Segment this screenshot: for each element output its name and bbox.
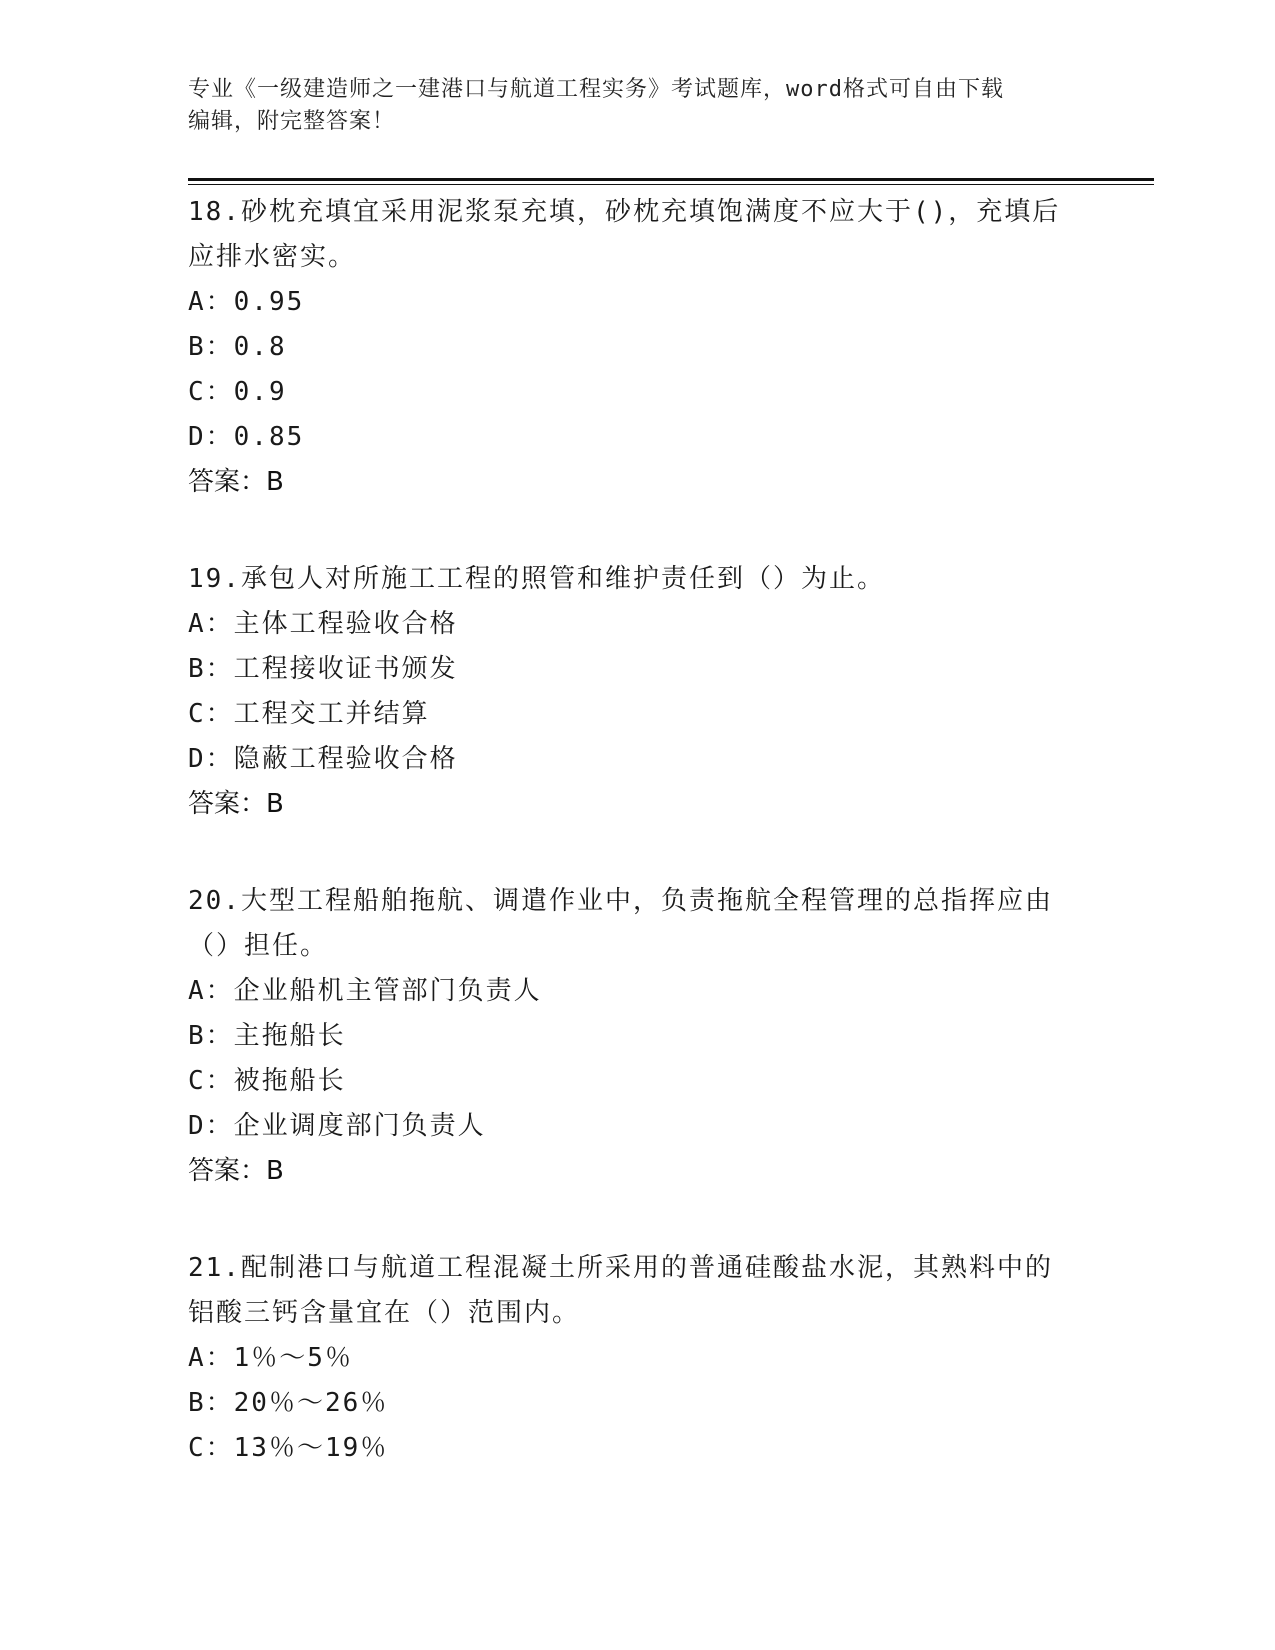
question-stem: 19.承包人对所施工工程的照管和维护责任到（）为止。 [188,564,885,594]
answer-line: 答案：B [188,467,284,497]
option-d: D：企业调度部门负责人 [188,1111,486,1141]
header-note [188,74,1068,138]
question-stem-continued: （）担任。 [188,931,329,961]
option-d: D：0.85 [188,422,305,452]
answer-line: 答案：B [188,1156,284,1186]
question-stem-continued: 铝酸三钙含量宜在（）范围内。 [188,1298,581,1328]
option-d: D：隐蔽工程验收合格 [188,744,458,774]
question-stem: 21.配制港口与航道工程混凝土所采用的普通硅酸盐水泥，其熟料中的 [188,1253,1053,1283]
question-stem: 18.砂枕充填宜采用泥浆泵充填，砂枕充填饱满度不应大于()，充填后 [188,197,1061,227]
option-a: A：0.95 [188,287,305,317]
option-a: A：主体工程验收合格 [188,609,458,639]
answer-line: 答案：B [188,789,284,819]
question-18 [188,190,1088,505]
question-21 [188,1246,1088,1471]
header-divider-thin [188,184,1154,185]
question-19 [188,557,1088,827]
question-20 [188,879,1088,1194]
option-c: C：0.9 [188,377,287,407]
option-c: C：工程交工并结算 [188,699,430,729]
option-b: B：0.8 [188,332,287,362]
header-divider-thick [188,178,1154,181]
header-note-line1: 专业《一级建造师之一建港口与航道工程实务》考试题库，word格式可自由下载 [188,77,1004,102]
question-list [188,190,1088,1523]
option-b: B：主拖船长 [188,1021,346,1051]
option-a: A：1％～5％ [188,1343,353,1373]
option-c: C：被拖船长 [188,1066,346,1096]
question-stem-continued: 应排水密实。 [188,242,357,272]
header-note-line2: 编辑，附完整答案！ [188,109,396,134]
option-a: A：企业船机主管部门负责人 [188,976,542,1006]
option-b: B：工程接收证书颁发 [188,654,458,684]
option-b: B：20％～26％ [188,1388,389,1418]
option-c: C：13％～19％ [188,1433,389,1463]
question-stem: 20.大型工程船舶拖航、调遣作业中，负责拖航全程管理的总指挥应由 [188,886,1053,916]
